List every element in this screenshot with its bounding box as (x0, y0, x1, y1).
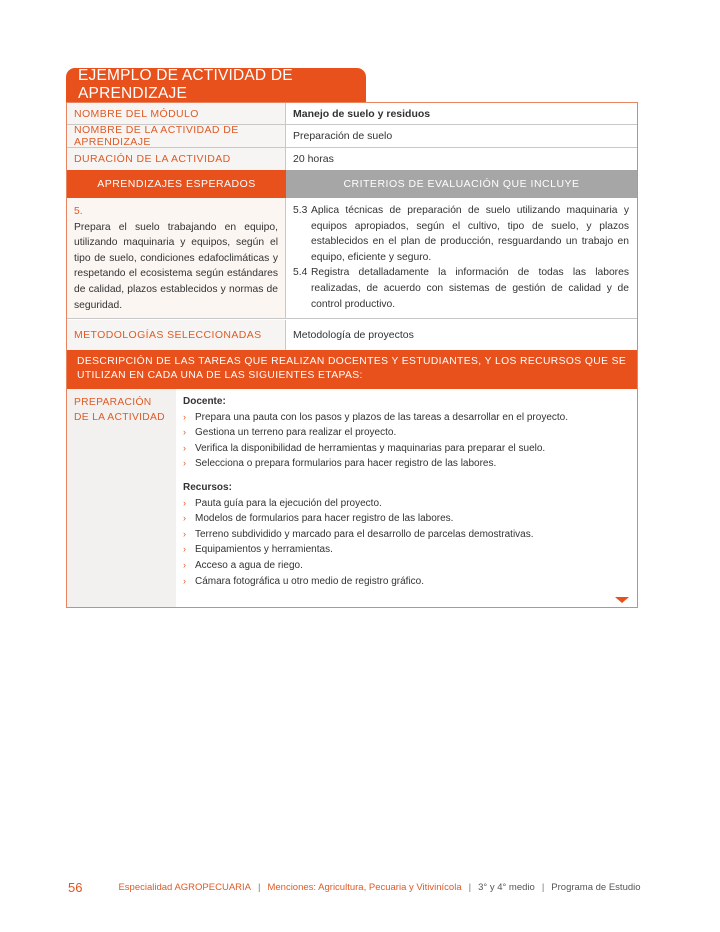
chevron-right-icon: › (183, 497, 186, 508)
list-item: › Cámara fotográfica u otro medio de registro gráfico. (183, 574, 623, 590)
footer-especialidad: Especialidad AGROPECUARIA (118, 882, 251, 893)
chevron-right-icon: › (183, 559, 186, 570)
criterio-item (293, 265, 629, 312)
descripcion-row (67, 350, 637, 389)
list-item: › Terreno subdividido y marcado para el desarrollo de parcelas demostrativas. (183, 527, 623, 543)
list-item: › Selecciona o prepara formularios para hacer registro de las labores. (183, 456, 623, 472)
recursos-title: Recursos: (183, 481, 232, 493)
criterio-text: Registra detalladamente la información de todas las labores realizadas, de acuerdo con sistemas de gestión de calidad y de control productivo. (311, 267, 629, 310)
duration-value: 20 horas (293, 153, 334, 165)
list-item: › Gestiona un terreno para realizar el proyecto. (183, 425, 623, 441)
list-item: › Equipamientos y herramientas. (183, 542, 623, 558)
page-footer: 56 Especialidad AGROPECUARIA | Menciones: Agricultura, Pecuaria y Vitivinícola | 3° y 4° medio | Programa de Estudio (68, 880, 641, 895)
continue-arrow-icon (615, 597, 629, 603)
list-item: › Prepara una pauta con los pasos y plazos de las tareas a desarrollar en el proyecto. (183, 410, 623, 426)
list-item: › Pauta guía para la ejecución del proyecto. (183, 496, 623, 512)
chevron-right-icon: › (183, 544, 186, 555)
activity-name-row (67, 125, 637, 148)
list-item: › Verifica la disponibilidad de herramientas y maquinarias para preparar el suelo. (183, 441, 623, 457)
duration-row (67, 148, 637, 170)
chevron-right-icon: › (183, 427, 186, 438)
metodologia-label: METODOLOGÍAS SELECCIONADAS (67, 320, 286, 350)
columns-header-row (67, 170, 637, 198)
aprendizaje-row (67, 198, 637, 319)
activity-card (66, 102, 638, 608)
criterios-cell (286, 198, 637, 318)
etapa-tasks (183, 394, 623, 589)
metodologia-value: Metodología de proyectos (293, 329, 414, 341)
chevron-right-icon: › (183, 442, 186, 453)
criterio-text: Aplica técnicas de preparación de suelo utilizando maquinaria y equipos apropiados, según el cultivo, tipo de suelo, y plazos establecidos en el plan de producción, resguardando un trabajo en equipo, eficiente y seguro. (311, 205, 629, 263)
list-item: › Acceso a agua de riego. (183, 558, 623, 574)
aprendizaje-text: Prepara el suelo trabajando en equipo, utilizando maquinaria y equipos, según el tipo de suelo, condiciones edafoclimáticas y respetando el ecosistema según estándares de calidad, plazos establecidos y normas de seguridad. (74, 221, 278, 311)
criterio-number: 5.4 (293, 267, 308, 279)
aprendizaje-number: 5. (74, 206, 83, 217)
etapa-label: PREPARACIÓN DE LA ACTIVIDAD (67, 389, 176, 607)
footer-menciones: Menciones: Agricultura, Pecuaria y Vitivinícola (267, 882, 462, 893)
duration-label: DURACIÓN DE LA ACTIVIDAD (67, 148, 286, 170)
chevron-right-icon: › (183, 411, 186, 422)
module-name-value: Manejo de suelo y residuos (293, 107, 431, 120)
docente-title: Docente: (183, 396, 226, 407)
list-item: › Modelos de formularios para hacer registro de las labores. (183, 511, 623, 527)
page-number: 56 (68, 880, 83, 895)
descripcion-header: DESCRIPCIÓN DE LAS TAREAS QUE REALIZAN DOCENTES Y ESTUDIANTES, Y LOS RECURSOS QUE SE UTILIZAN EN CADA UNA DE LAS SIGUIENTES ETAPAS: (67, 350, 637, 389)
metodologia-row (67, 320, 637, 350)
activity-name-label: NOMBRE DE LA ACTIVIDAD DE APRENDIZAJE (67, 125, 286, 147)
aprendizajes-header: APRENDIZAJES ESPERADOS (67, 170, 286, 198)
page-title: EJEMPLO DE ACTIVIDAD DE APRENDIZAJE (66, 68, 366, 102)
criterio-number: 5.3 (293, 205, 308, 216)
chevron-right-icon: › (183, 528, 186, 539)
module-name-label: NOMBRE DEL MÓDULO (67, 103, 286, 124)
criterios-header: CRITERIOS DE EVALUACIÓN QUE INCLUYE (286, 170, 637, 198)
aprendizaje-cell (67, 198, 286, 318)
activity-name-value: Preparación de suelo (293, 130, 393, 142)
chevron-right-icon: › (183, 458, 186, 469)
footer-programa: Programa de Estudio (551, 882, 641, 893)
chevron-right-icon: › (183, 575, 186, 586)
chevron-right-icon: › (183, 513, 186, 524)
criterio-item (293, 203, 629, 265)
footer-nivel: 3° y 4° medio (478, 882, 535, 893)
module-name-row (67, 103, 637, 125)
